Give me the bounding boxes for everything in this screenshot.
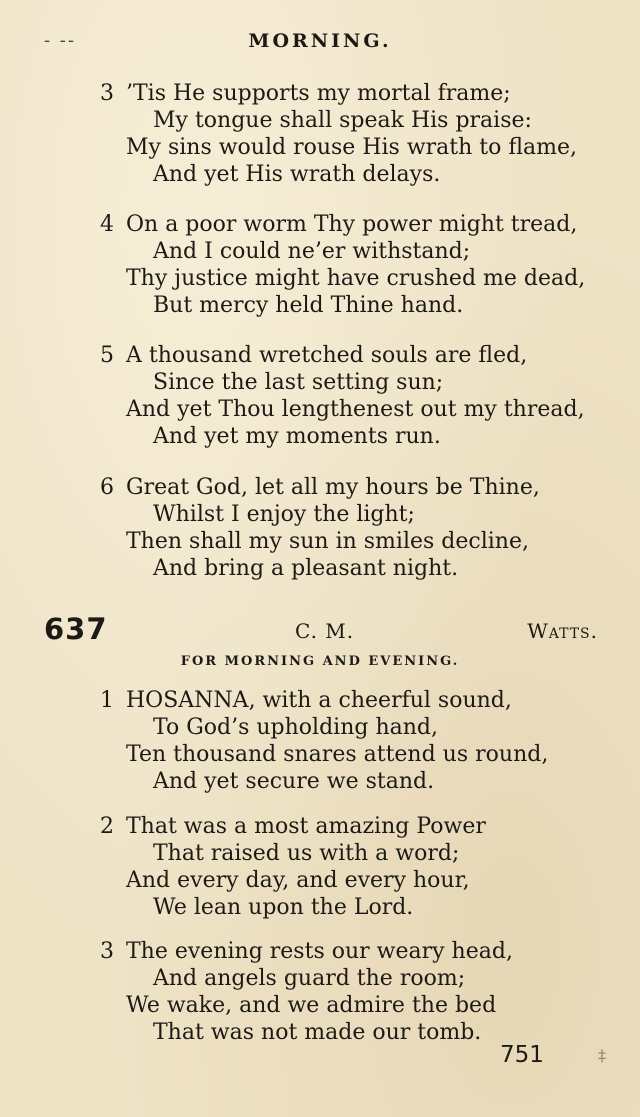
verse-line: HOSANNA, with a cheerful sound, [126, 688, 512, 713]
verse-line: And every day, and every hour, [126, 868, 470, 893]
verse-line: That raised us with a word; [153, 841, 460, 866]
hymn-meter: C. M. [295, 619, 355, 643]
verse-line: The evening rests our weary head, [126, 939, 513, 964]
verse-line: Ten thousand snares attend us round, [126, 742, 549, 767]
verse-line: Then shall my sun in smiles decline, [126, 529, 529, 554]
verse-line: That was a most amazing Power [126, 814, 486, 839]
verse-line: Whilst I enjoy the light; [153, 502, 415, 527]
hymn-occasion: FOR MORNING AND EVENING. [180, 654, 460, 669]
verse-line: And yet Thou lengthenest out my thread, [126, 397, 585, 422]
stanza-number: 4 [100, 212, 114, 237]
verse-line: My sins would rouse His wrath to flame, [126, 135, 578, 160]
verse-line: My tongue shall speak His praise: [153, 108, 532, 133]
verse-line: We wake, and we admire the bed [126, 993, 497, 1018]
verse-line: And yet secure we stand. [153, 769, 435, 794]
verse-line: Thy justice might have crushed me dead, [126, 266, 586, 291]
verse-line: And angels guard the room; [153, 966, 466, 991]
verse-line: Since the last setting sun; [153, 370, 444, 395]
stanza-number: 2 [100, 814, 114, 839]
verse-line: And yet my moments run. [153, 424, 441, 449]
stanza-number: 6 [100, 475, 114, 500]
verse-line: To God’s upholding hand, [153, 715, 438, 740]
stanza-number: 5 [100, 343, 114, 368]
page-number: 751 [500, 1042, 544, 1068]
verse-line: That was not made our tomb. [153, 1020, 482, 1045]
verse-line: A thousand wretched souls are fled, [126, 343, 528, 368]
edge-print-mark: ‡ [598, 1046, 606, 1065]
verse-line: We lean upon the Lord. [153, 895, 414, 920]
running-head: MORNING. [248, 30, 392, 52]
hymn-number: 637 [44, 612, 108, 646]
stanza-number: 1 [100, 688, 114, 713]
stanza-number: 3 [100, 81, 114, 106]
stanza-number: 3 [100, 939, 114, 964]
verse-line: And yet His wrath delays. [153, 162, 441, 187]
verse-line: Great God, let all my hours be Thine, [126, 475, 540, 500]
corner-print-mark: - -- [44, 30, 76, 51]
verse-line: But mercy held Thine hand. [153, 293, 464, 318]
verse-line: And I could ne’er withstand; [153, 239, 471, 264]
verse-line: On a poor worm Thy power might tread, [126, 212, 578, 237]
hymn-author: Watts. [527, 619, 598, 643]
verse-line: And bring a pleasant night. [153, 556, 459, 581]
verse-line: ’Tis He supports my mortal frame; [126, 81, 511, 106]
